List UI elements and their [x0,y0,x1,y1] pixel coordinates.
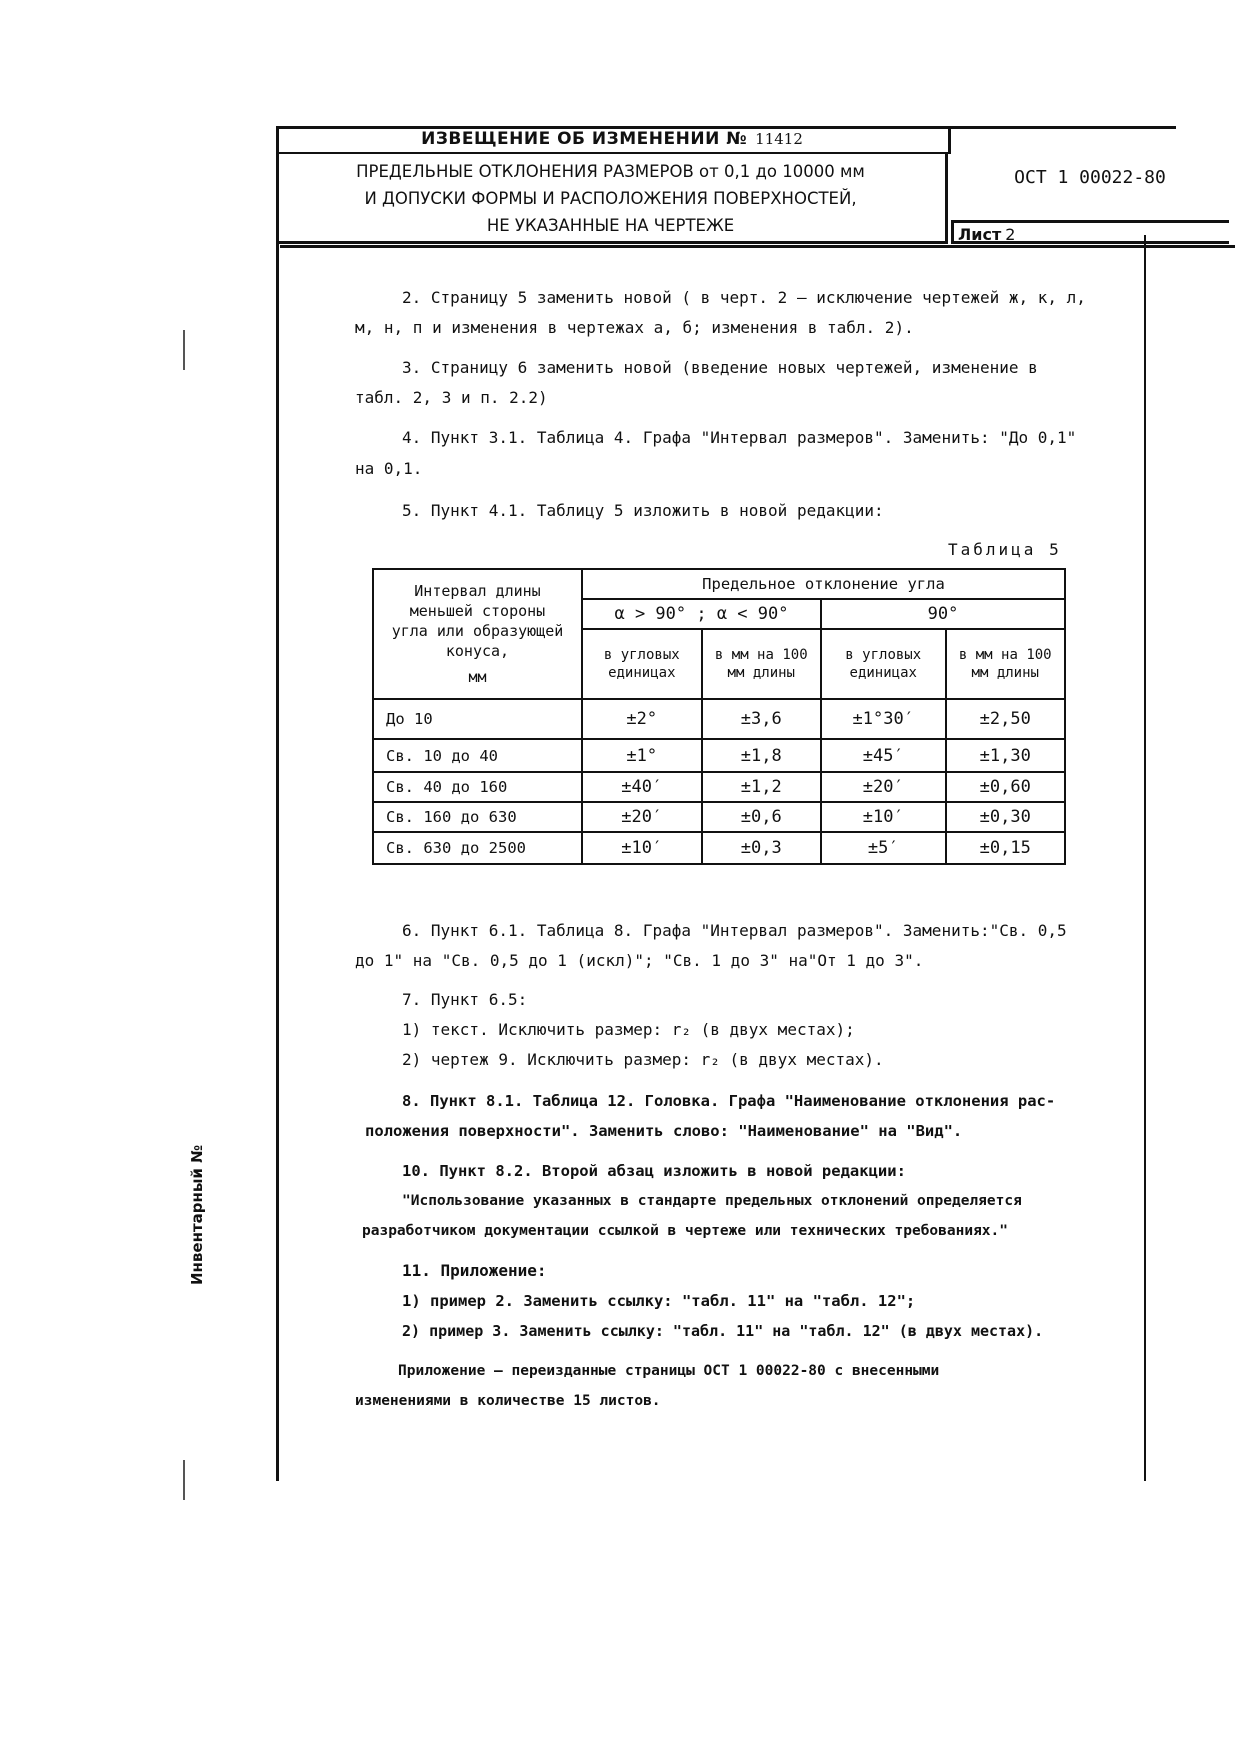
sheet-number: 2 [1005,225,1016,244]
table-cell: ±2,50 [946,699,1065,739]
table-row [373,739,1065,772]
table-cell: ±40′ [582,772,702,802]
paragraph-line: табл. 2, 3 и п. 2.2) [355,388,548,407]
document-subject [276,154,948,244]
col-mm-per-100: в мм на 100 мм длины [702,629,821,699]
table-cell: ±1°30′ [821,699,946,739]
paragraph-line: положения поверхности". Заменить слово: "Наименование" на "Вид". [365,1122,963,1140]
col-angular-units: в угловых единицах [821,629,946,699]
sub-header-acute-obtuse: α > 90° ; α < 90° [582,599,821,629]
interval-header [373,569,582,699]
paragraph-line: 1) пример 2. Заменить ссылку: "табл. 11" на "табл. 12"; [402,1292,916,1310]
paragraph-line: разработчиком документации ссылкой в чертеже или технических требованиях." [362,1223,1009,1239]
margin-mark [183,330,185,370]
paragraph-line: Приложение – переизданные страницы ОСТ 1 00022-80 с внесенными [398,1363,940,1379]
margin-mark [183,1460,185,1500]
group-header: Предельное отклонение угла [582,569,1065,599]
header-line: мм [468,668,487,686]
sub-header-right-angle: 90° [821,599,1065,629]
subject-line: НЕ УКАЗАННЫЕ НА ЧЕРТЕЖЕ [486,216,735,235]
document-number: ОСТ 1 00022-80 [1014,167,1166,188]
paragraph-line: 2. Страницу 5 заменить новой ( в черт. 2 – исключение чертежей ж, к, л, [402,288,1086,307]
table-cell: Св. 160 до 630 [373,802,582,832]
table-cell: ±1,8 [702,739,821,772]
table-cell: ±5′ [821,832,946,864]
col-angular-units: в угловых единицах [582,629,702,699]
table-cell: Св. 630 до 2500 [373,832,582,864]
header-line: угла или образующей [391,622,564,640]
sheet-label: Лист [958,225,1002,244]
paragraph-line: 5. Пункт 4.1. Таблицу 5 изложить в новой редакции: [402,501,884,520]
subject-line: ПРЕДЕЛЬНЫЕ ОТКЛОНЕНИЯ РАЗМЕРОВ от 0,1 до 10000 мм [356,162,865,181]
table-cell: ±20′ [582,802,702,832]
paragraph-line: "Использование указанных в стандарте предельных отклонений определяется [402,1193,1022,1209]
header-line: Интервал длины [414,582,541,600]
table-cell: Св. 10 до 40 [373,739,582,772]
header-divider [280,245,1235,248]
paragraph-line: 10. Пункт 8.2. Второй абзац изложить в новой редакции: [402,1162,906,1180]
paragraph-line: 2) пример 3. Заменить ссылку: "табл. 11" на "табл. 12" (в двух местах). [402,1322,1044,1340]
frame-left-line [276,126,279,1481]
table-row [373,699,1065,739]
inventory-number-label: Инвентарный № [188,1144,206,1285]
notice-title-row [276,126,951,154]
sheet-box [951,220,1229,244]
paragraph-line: 8. Пункт 8.1. Таблица 12. Головка. Графа "Наименование отклонения рас- [402,1092,1056,1110]
paragraph-line: 2) чертеж 9. Исключить размер: r₂ (в двух местах). [402,1050,884,1069]
paragraph-line: м, н, п и изменения в чертежах а, б; изменения в табл. 2). [355,318,914,337]
subject-line: И ДОПУСКИ ФОРМЫ И РАСПОЛОЖЕНИЯ ПОВЕРХНОСТЕЙ, [364,189,857,208]
table-cell: ±10′ [821,802,946,832]
table-cell: ±1° [582,739,702,772]
table-cell: ±20′ [821,772,946,802]
notice-number: 11412 [755,130,803,148]
paragraph-line: до 1" на "Св. 0,5 до 1 (искл)"; "Св. 1 до 3" на"От 1 до 3". [355,951,924,970]
notice-header [276,126,1229,246]
col-mm-per-100: в мм на 100 мм длины [946,629,1065,699]
table-row [373,802,1065,832]
paragraph-line: 3. Страницу 6 заменить новой (введение новых чертежей, изменение в [402,358,1038,377]
paragraph-line: 6. Пункт 6.1. Таблица 8. Графа "Интервал размеров". Заменить:"Св. 0,5 [402,921,1067,940]
paragraph-line: на 0,1. [355,459,423,478]
table-cell: ±1,30 [946,739,1065,772]
table-row [373,772,1065,802]
header-line: меньшей стороны [409,602,546,620]
table-cell: Св. 40 до 160 [373,772,582,802]
table-cell: ±1,2 [702,772,821,802]
paragraph-line: изменениями в количестве 15 листов. [355,1393,661,1409]
paragraph-line: 7. Пункт 6.5: [402,990,528,1009]
table-cell: ±0,60 [946,772,1065,802]
table-row [373,832,1065,864]
table-cell: ±45′ [821,739,946,772]
table-cell: ±0,15 [946,832,1065,864]
table-cell: До 10 [373,699,582,739]
paragraph-line: 1) текст. Исключить размер: r₂ (в двух местах); [402,1020,855,1039]
paragraph-line: 4. Пункт 3.1. Таблица 4. Графа "Интервал размеров". Заменить: "До 0,1" [402,428,1077,447]
paragraph-line: 11. Приложение: [402,1261,547,1280]
frame-right-line [1144,235,1146,1481]
table-cell: ±0,6 [702,802,821,832]
table-cell: ±0,3 [702,832,821,864]
notice-title: ИЗВЕЩЕНИЕ ОБ ИЗМЕНЕНИИ № [421,129,748,149]
table-cell: ±3,6 [702,699,821,739]
angle-deviation-table [372,568,1066,865]
table-cell: ±0,30 [946,802,1065,832]
table-cell: ±2° [582,699,702,739]
header-line: конуса, [445,642,510,660]
table-caption: Таблица 5 [948,540,1062,559]
table-cell: ±10′ [582,832,702,864]
